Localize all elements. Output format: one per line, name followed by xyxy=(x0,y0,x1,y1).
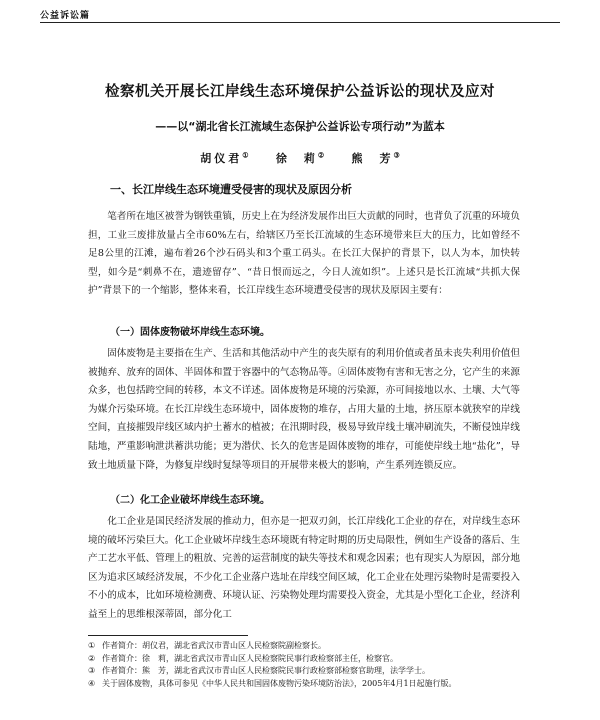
section-heading: 一、长江岸线生态环境遭受侵害的现状及原因分析 xyxy=(110,183,352,196)
article-subtitle: ——以“湖北省长江流域生态保护公益诉讼专项行动”为蓝本 xyxy=(155,120,445,133)
author-footnote-mark: ③ xyxy=(393,150,400,160)
footnote-text: 关于固体废物，具体可参见《中华人民共和国固体废物污染环境防治法》，2005年4月1日起施行版。 xyxy=(102,678,457,688)
article-title: 检察机关开展长江岸线生态环境保护公益诉讼的现状及应对 xyxy=(105,84,495,100)
body-paragraph: 化工企业是国民经济发展的推动力，但亦是一把双刃剑，长江岸线化工企业的存在，对岸线生态环境的破坏污染巨大。化工企业破坏岸线生态环境既有特定时期的历史局限性，例如生产设备的落后、生产工艺水平低、管理上的粗放、完善的运营制度的缺失等技术和观念因素；也有现实人为原因，部分地区为追求区域经济发展，不少化工企业落户选址在岸线空间区域，化工企业在处理污染物时是需要投入不小的成本，比如环境检测费、环境认证、污染物处理均需要投入资金，尤其是小型化工企业，经济利益至上的思维根深蒂固，部分化工 xyxy=(88,516,520,620)
author-name: 胡仪君 xyxy=(200,152,243,165)
footnote xyxy=(88,640,520,653)
intro-paragraph: 笔者所在地区被誉为钢铁重镇，历史上在为经济发展作出巨大贡献的同时，也背负了沉重的环境负担，工业三废排放量占全市60%左右，给辖区乃至长江流域的生态环境带来巨大的压力，比如曾经不足8公里的江滩，遍布着26个沙石码头和3个重工码头。在长江大保护的背景下，以人为本，加快转型，如今是“刺鼻不在，遗迹留存”、“昔日恨而远之，今日人流如织”。上述只是长江流域“共抓大保护”背景下的一个缩影，整体来看，长江岸线生态环境遭受侵害的现状及原因主要有： xyxy=(88,211,520,297)
footnote-mark: ① xyxy=(88,641,96,650)
author-name: 徐 莉 xyxy=(275,152,318,165)
footnote-mark: ② xyxy=(88,653,96,663)
footnote-text: 作者简介：胡仪君，湖北省武汉市青山区人民检察院副检察长。 xyxy=(102,641,326,650)
footnote xyxy=(88,653,520,666)
footnote-rule xyxy=(88,635,248,636)
footnotes xyxy=(88,640,520,690)
author-name: 熊 芳 xyxy=(351,152,394,165)
footnote-mark: ④ xyxy=(88,678,96,688)
footnote xyxy=(88,678,520,691)
author-footnote-mark: ① xyxy=(242,150,249,160)
subsection-heading: （一）固体废物破坏岸线生态环境。 xyxy=(110,327,270,338)
footnote-text: 作者简介：熊 芳，湖北省武汉市青山区人民检察院民事行政检察部检察官助理，法学学士。 xyxy=(102,666,430,675)
footnote xyxy=(88,665,520,678)
author-line xyxy=(40,150,560,166)
footnote-mark: ③ xyxy=(88,666,96,675)
subsection-heading: （二）化工企业破坏岸线生态环境。 xyxy=(110,495,270,506)
header-rule xyxy=(40,22,560,23)
author-footnote-mark: ② xyxy=(317,150,325,160)
footnote-text: 作者简介：徐 莉，湖北省武汉市青山区人民检察院民事行政检察部主任，检察官。 xyxy=(102,653,398,663)
running-head: 公益诉讼篇 xyxy=(40,11,91,21)
body-paragraph: 固体废物是主要指在生产、生活和其他活动中产生的丧失原有的利用价值或者虽未丧失利用价值但被抛弃、放弃的固体、半固体和置于容器中的气态物品等。④固体废物有害和无害之分，它产生的来源众多，也包括跨空间的转移，本文不详述。固体废物是环境的污染源，亦可间接地以水、土壤、大气等为媒介污染环境。在长江岸线生态环境中，固体废物的堆存，占用大量的土地，挤压原本就狭窄的岸线空间，直接摧毁岸线区域内护土蓄水的植被；在汛期时段，极易导致岸线土壤冲刷流失，不断侵蚀岸线陆地，严重影响泄洪蓄洪功能；更为潜伏、长久的危害是固体废物的堆存，可能使岸线土地“盐化”，导致土地质量下降，为修复岸线时复绿等项目的开展带来极大的影响，产生系列连锁反应。 xyxy=(88,348,520,471)
